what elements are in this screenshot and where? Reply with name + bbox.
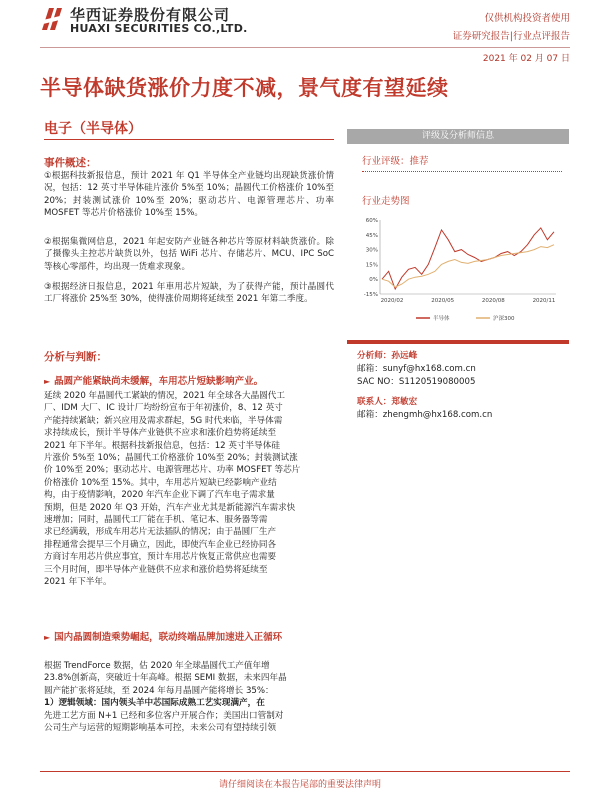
- body-line: 公司生产与运营的短期影响基本可控，未来公司有望持续引领: [44, 723, 277, 734]
- analyst-label: 分析师：: [357, 351, 392, 361]
- analyst-sac-label: SAC NO：: [357, 377, 399, 387]
- x-tick-label: 2020/02: [380, 298, 404, 304]
- company-name-cn: 华西证券股份有限公司: [70, 6, 231, 24]
- body-line: 排程通常会提早三个月确立，因此，即使汽车企业已经协同各: [44, 539, 277, 550]
- body-line: 厂、IDM 大厂、IC 设计厂均纷纷宣布于年初涨价，8、12 英寸: [44, 403, 283, 414]
- contact-block: [357, 396, 492, 422]
- body-line: 价 10%至 20%；驱动芯片、电源管理芯片、功率 MOSFET 等芯片: [44, 465, 301, 476]
- legend-label: 半导体: [433, 316, 450, 322]
- legend-label: 沪深300: [493, 316, 515, 322]
- contact-email-label: 邮箱：: [357, 410, 383, 420]
- body-line: 2021 年下半年。根据科技新报信息，包括：12 英寸半导体硅: [44, 440, 280, 451]
- report-type: 证券研究报告|行业点评报告: [452, 31, 570, 42]
- analysis-point-2-body: [44, 660, 344, 734]
- trend-label: 行业走势图: [362, 196, 410, 207]
- industry-trend-chart: [356, 212, 566, 330]
- y-tick-label: 45%: [365, 232, 378, 239]
- y-tick-label: 0%: [369, 277, 378, 284]
- contact-name: 郑敏宏: [391, 397, 418, 407]
- body-line: 求已经满载，形成车用芯片无法插队的情况；由于晶圆厂生产: [44, 527, 277, 538]
- body-line: 先进工艺方面 N+1 已经和多位客户开展合作；美国出口管制对: [44, 710, 284, 721]
- body-line: 价格涨价 10%至 15%。其中，车用芯片短缺已经影响产业结: [44, 477, 277, 488]
- overview-item-3: ③根据经济日报信息，2021 年車用芯片短缺，为了获得产能，预计晶圆代工厂将涨价 25%至 30%，使得涨价周期将延续至 2021 年第二季度。: [44, 282, 334, 305]
- body-line: 23.8%创新高，突破近十年高峰。根据 SEMI 数据，未来四年晶: [44, 673, 287, 684]
- contact-email[interactable]: zhengmh@hx168.com.cn: [382, 410, 493, 420]
- analysis-heading: 分析与判断：: [44, 351, 107, 363]
- body-line: 预期，但是 2020 年 Q3 开始，汽车产业尤其是新能源汽车需求快: [44, 502, 296, 513]
- rating-divider: [362, 171, 562, 173]
- body-line: 方商讨车用芯片供应事宜，预计车用芯片恢复正常供应也需要: [44, 552, 277, 563]
- analyst-email-label: 邮箱：: [357, 364, 383, 374]
- body-line: 1）逻辑领域：国内领头羊中芯国际成熟工艺实现满产，在: [44, 698, 265, 709]
- analyst-name: 孙远峰: [391, 351, 418, 361]
- report-date: 2021 年 02 月 07 日: [482, 54, 570, 64]
- body-line: 速增加；同时，晶圆代工厂能在手机、笔记本、服务器等需: [44, 515, 268, 526]
- audience-note: 仅供机构投资者使用: [484, 13, 570, 24]
- analyst-sac: S1120519080005: [398, 377, 476, 387]
- company-logo-icon: [40, 6, 66, 32]
- y-tick-label: -15%: [363, 292, 378, 298]
- panel-title: 评级及分析师信息: [347, 129, 569, 144]
- y-tick-label: 30%: [365, 247, 378, 254]
- overview-item-2: ②根据集微网信息，2021 年起安防产业链各种芯片等原材料缺货涨价。除了摄像头主控芯片缺货以外，包括 WiFi 芯片、存储芯片、MCU、IPC SoC 等核心零部件，均出现一货难求现象。: [44, 237, 334, 272]
- body-line: 三个月时间，即半导体产业链供不应求和涨价趋势将延续至: [44, 564, 268, 575]
- rating-label: 行业评级：: [362, 156, 410, 167]
- sector-divider: [44, 139, 334, 140]
- report-title: 半导体缺货涨价力度不减，景气度有望延续: [40, 76, 449, 100]
- sector-name: 电子（半导体）: [44, 121, 142, 137]
- triangle-bullet-icon: ►: [44, 633, 51, 642]
- analysis-point-2-title: [44, 629, 354, 643]
- contact-label: 联系人：: [357, 397, 392, 407]
- body-line: 求持续成长，预计半导体产业链供不应求和涨价趋势将延续至: [44, 428, 277, 439]
- x-tick-label: 2020/11: [532, 298, 556, 304]
- overview-item-1: ①根据科技新报信息，预计 2021 年 Q1 半导体全产业链均出现缺货涨价情况，包括：12 英寸半导体硅片涨价 5%至 10%；晶圆代工价格涨价 10%至 20%；封装测试涨价 10%至 20%；驱动芯片、电源管理芯片、功率 MOSFET 等芯片价格涨价 10%至 15%。: [44, 171, 334, 219]
- industry-rating: [362, 153, 429, 167]
- x-tick-label: 2020/05: [431, 298, 455, 304]
- body-line: 构，由于疫情影响，2020 年汽车企业下调了汽车电子需求量: [44, 490, 275, 501]
- body-line: 圆产能扩张将延续，至 2024 年每月晶圆产能将增长 35%：: [44, 685, 274, 696]
- x-tick-label: 2020/08: [481, 298, 505, 304]
- body-line: 延续 2020 年晶圆代工紧缺的情况，2021 年全球各大晶圆代工: [44, 391, 285, 401]
- body-line: 产能持续紧缺；新兴应用及需求群起，5G 时代来临，半导体需: [44, 415, 283, 426]
- footer-divider: [40, 771, 570, 772]
- point-2-title-text: 国内晶圆制造乘势崛起，联动终端品牌加速进入正循环: [54, 632, 283, 643]
- body-line: 片涨价 5%至 10%；晶圆代工价格涨价 10%至 20%；封装测试涨: [44, 453, 298, 464]
- y-tick-label: 15%: [365, 262, 378, 269]
- rating-value: 推荐: [409, 156, 429, 167]
- point-1-title-text: 晶圆产能紧缺尚未缓解，车用芯片短缺影响产业。: [54, 376, 264, 387]
- analysis-point-1-title: [44, 373, 344, 387]
- series-line-csi300: [382, 245, 554, 287]
- body-line: 2021 年下半年。: [44, 577, 112, 588]
- analyst-email[interactable]: sunyf@hx168.com.cn: [382, 364, 476, 374]
- body-line: 根据 TrendForce 数据，估 2020 年全球晶圆代工产值年增: [44, 661, 270, 671]
- y-tick-label: 60%: [365, 218, 378, 224]
- header-divider: [40, 47, 570, 48]
- company-name-en: HUAXI SECURITIES CO.,LTD.: [70, 22, 248, 35]
- analysis-point-1-body: [44, 390, 344, 589]
- panel-bottom-bar: [347, 340, 569, 344]
- legal-notice: 请仔细阅读在本报告尾部的重要法律声明: [218, 780, 381, 790]
- analyst-block: [357, 350, 476, 389]
- overview-heading: 事件概述：: [44, 157, 97, 169]
- triangle-bullet-icon: ►: [44, 377, 51, 386]
